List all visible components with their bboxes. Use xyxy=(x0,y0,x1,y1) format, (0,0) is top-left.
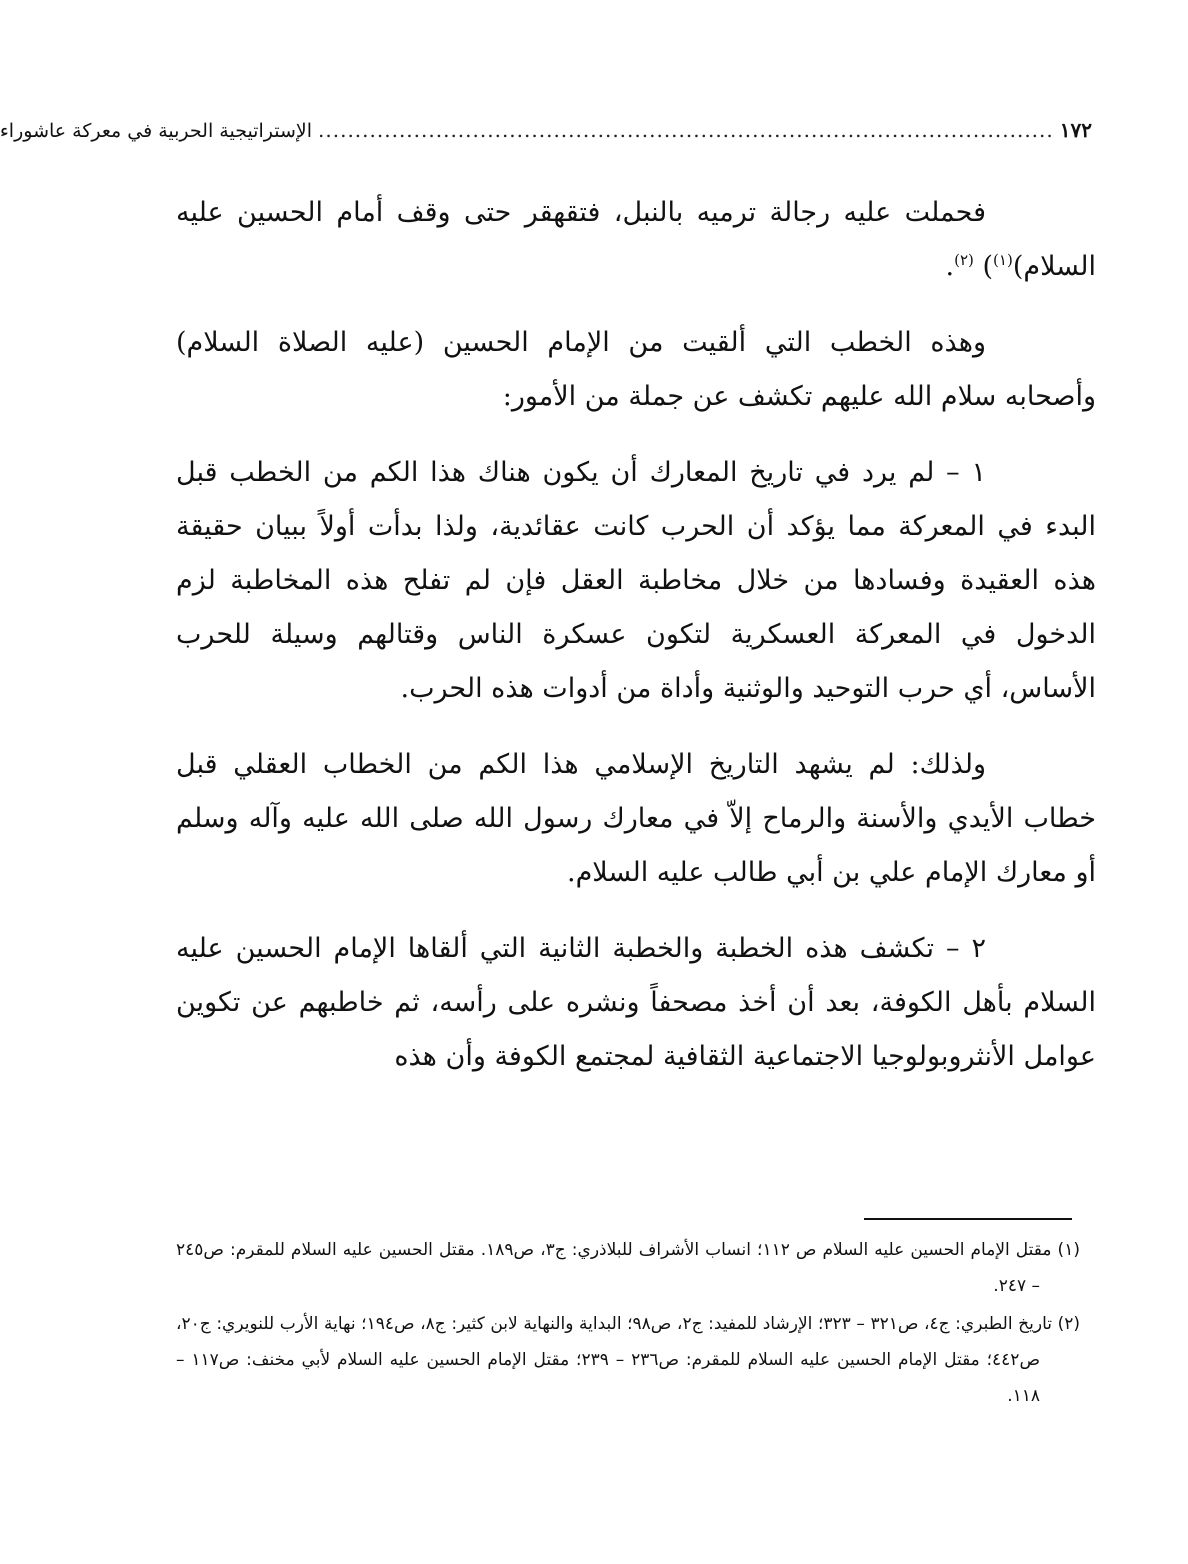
footnotes xyxy=(176,1232,1080,1416)
footnote-2: (٢) تاريخ الطبري: ج٤، ص٣٢١ – ٣٢٣؛ الإرشاد للمفيد: ج٢، ص٩٨؛ البداية والنهاية لابن كثير: ج٨، ص١٩٤؛ نهاية الأرب للنويري: ج٢٠، ص٤٤٢؛ مقتل الإمام الحسين عليه السلام للمقرم: ص٢٣٦ – ٢٣٩؛ مقتل الإمام الحسين عليه السلام لأبي مخنف: ص١١٧ – ١١٨. xyxy=(176,1314,1080,1406)
paragraph-2: وهذه الخطب التي ألقيت من الإمام الحسين (عليه الصلاة السلام) وأصحابه سلام الله عليهم تكشف عن جملة من الأمور: xyxy=(176,327,1096,412)
paragraph-4: ولذلك: لم يشهد التاريخ الإسلامي هذا الكم من الخطاب العقلي قبل خطاب الأيدي والأسنة والرماح إلاّ في معارك رسول الله صلى الله عليه وآله وسلم أو معارك الإمام علي بن أبي طالب عليه السلام. xyxy=(176,749,1096,888)
paragraph-5: ٢ – تكشف هذه الخطبة والخطبة الثانية التي ألقاها الإمام الحسين عليه السلام بأهل الكوفة، بعد أن أخذ مصحفاً ونشره على رأسه، ثم خاطبهم عن تكوين عوامل الأنثروبولوجيا الاجتماعية الثقافية لمجتمع الكوفة وأن هذه xyxy=(176,933,1096,1072)
footnote-ref-1: (١) xyxy=(993,251,1013,269)
footnote-separator xyxy=(864,1218,1072,1220)
footnote-1: (١) مقتل الإمام الحسين عليه السلام ص ١١٢؛ انساب الأشراف للبلاذري: ج٣، ص١٨٩. مقتل الحسين عليه السلام للمقرم: ص٢٤٥ – ٢٤٧. xyxy=(176,1240,1080,1296)
leader-dots: .................................................................................................... xyxy=(318,118,1054,142)
paragraph-1 xyxy=(176,186,1096,294)
paragraph-1-mid: ) xyxy=(982,251,994,282)
footnote-ref-2: (٢) xyxy=(954,251,974,269)
body-text xyxy=(176,186,1096,1106)
page-number: ١٧٢ xyxy=(1059,118,1092,142)
running-header xyxy=(0,118,1092,152)
paragraph-1-end: . xyxy=(945,251,955,282)
paragraph-3: ١ – لم يرد في تاريخ المعارك أن يكون هناك هذا الكم من الخطب قبل البدء في المعركة مما يؤكد أن الحرب كانت عقائدية، ولذا بدأت أولاً ببيان حقيقة هذه العقيدة وفسادها من خلال مخاطبة العقل فإن لم تفلح هذه المخاطبة لزم الدخول في المعركة العسكرية لتكون عسكرة الناس وقتالهم وسيلة للحرب الأساس، أي حرب التوحيد والوثنية وأداة من أدوات هذه الحرب. xyxy=(176,457,1096,704)
paragraph-1-text: فحملت عليه رجالة ترميه بالنبل، فتقهقر حتى وقف أمام الحسين عليه السلام) xyxy=(176,197,1096,282)
running-header-title: الإستراتيجية الحربية في معركة عاشوراء xyxy=(0,120,313,142)
